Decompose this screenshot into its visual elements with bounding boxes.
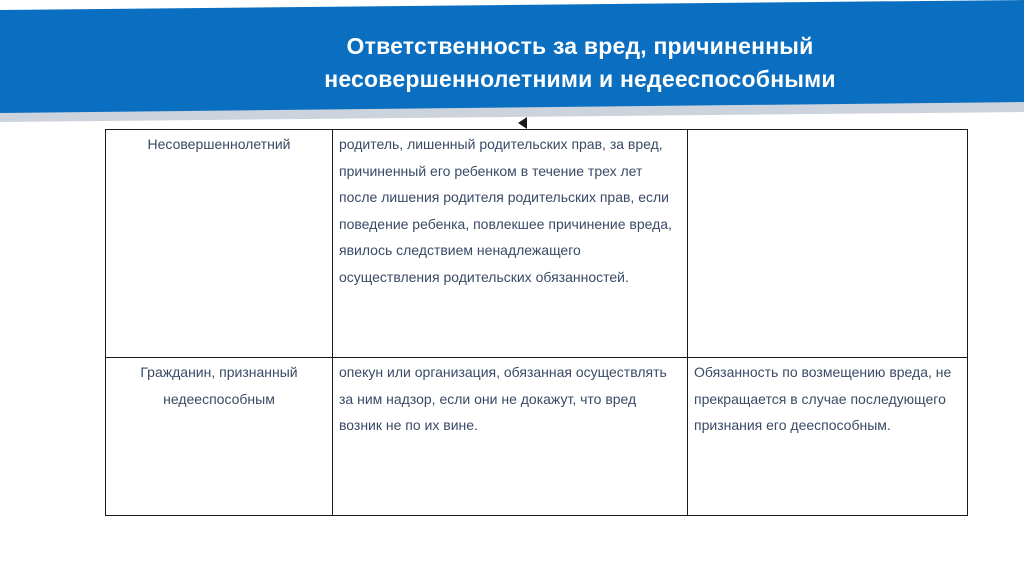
subject-cell: Несовершеннолетний bbox=[106, 130, 333, 358]
title-line-2: несовершеннолетними и недееспособными bbox=[324, 66, 836, 92]
table-row bbox=[106, 130, 968, 358]
text-cursor-icon bbox=[518, 117, 527, 129]
responsible-cell: родитель, лишенный родительских прав, за вред, причиненный его ребенком в течение трех лет после лишения родителя родительских прав, если поведение ребенка, повлекшее причинение вреда, явилось следствием ненадлежащего осуществления родительских обязанностей. bbox=[333, 130, 688, 358]
note-cell bbox=[688, 130, 968, 358]
responsible-cell: опекун или организация, обязанная осуществлять за ним надзор, если они не докажут, что вред возник не по их вине. bbox=[333, 358, 688, 516]
responsibility-table bbox=[105, 129, 968, 516]
title-line-1: Ответственность за вред, причиненный bbox=[346, 33, 814, 59]
page-title bbox=[220, 30, 940, 96]
note-cell: Обязанность по возмещению вреда, не прекращается в случае последующего признания его дееспособным. bbox=[688, 358, 968, 516]
subject-cell: Гражданин, признанный недееспособным bbox=[106, 358, 333, 516]
table-row bbox=[106, 358, 968, 516]
